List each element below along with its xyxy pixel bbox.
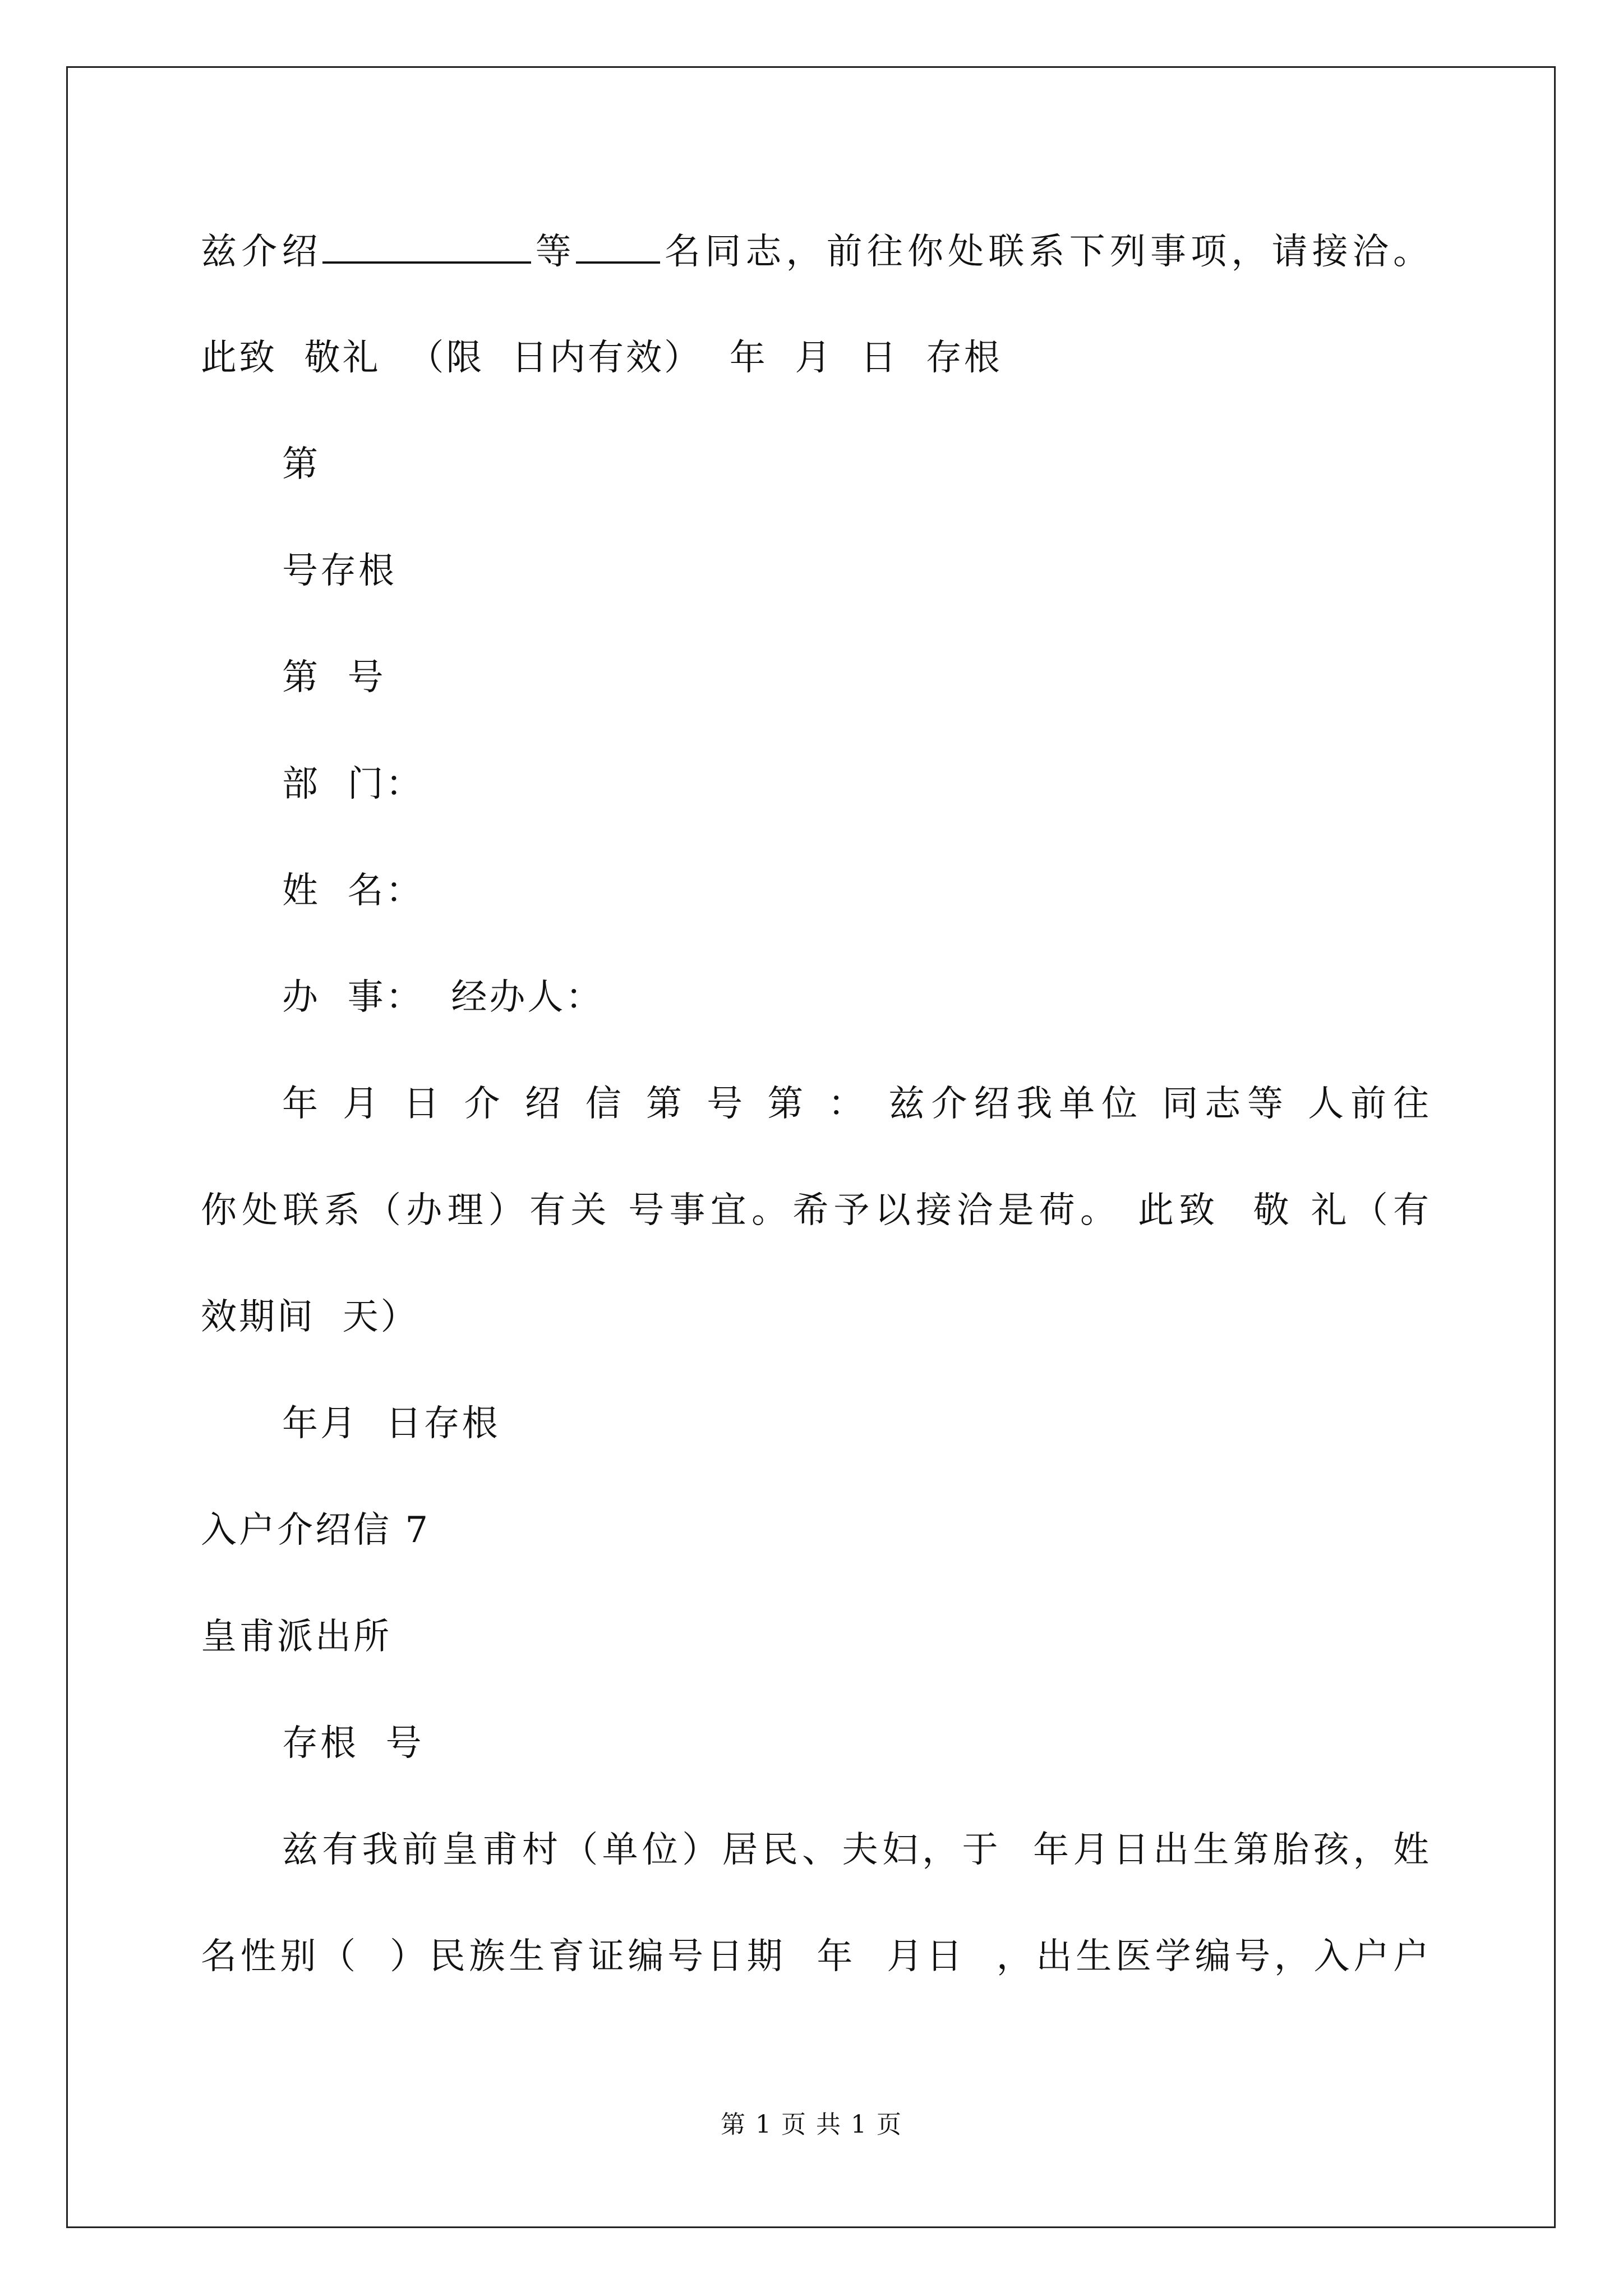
letter-body-line-1: 年 月 日 介 绍 信 第 号 第 ： 兹介绍我单位 同志等 人前往 (282, 1083, 1429, 1125)
blank-names-field (322, 230, 531, 264)
blank-count-field (576, 230, 660, 264)
letter-body-line-2: 你处联系（办理）有关 号事宜。希予以接洽是荷。 此致 敬 礼（有 (201, 1190, 1429, 1231)
household-body-line-2: 名性别（ ）民族生育证编号日期 年 月日 ，出生医学编号，入户户 (201, 1936, 1429, 1977)
stub-number-label: 第 (282, 444, 320, 485)
recipient-line: 皇甫派出所 (201, 1616, 391, 1658)
intro-prefix: 兹介绍 (201, 231, 322, 273)
intro-middle: 等 (531, 231, 576, 273)
paragraph-introduction (201, 229, 1429, 274)
matter-handler-line: 办 事： 经办人： (282, 977, 604, 1018)
section-title: 入户介绍信 7 (201, 1510, 431, 1551)
department-field-label: 部 门： (282, 763, 424, 805)
stub-number-field: 存根 号 (282, 1723, 424, 1764)
closing-line: 此致 敬礼 （限 日内有效） 年 月 日 存根 (201, 337, 1002, 379)
stub-number-line: 第 号 (282, 657, 386, 698)
validity-period-line: 效期间 天） (201, 1296, 419, 1338)
name-field-label: 姓 名： (282, 870, 424, 912)
stub-heading: 号存根 (282, 550, 396, 592)
date-stub-line: 年月 日存根 (282, 1403, 500, 1444)
page-border (66, 66, 1556, 2228)
household-body-line-1: 兹有我前皇甫村（单位）居民、夫妇，于 年月日出生第胎孩，姓 (282, 1829, 1429, 1871)
page-number-footer: 第 1 页 共 1 页 (721, 2110, 902, 2139)
intro-suffix: 名同志，前往你处联系下列事项，请接洽。 (660, 231, 1430, 273)
